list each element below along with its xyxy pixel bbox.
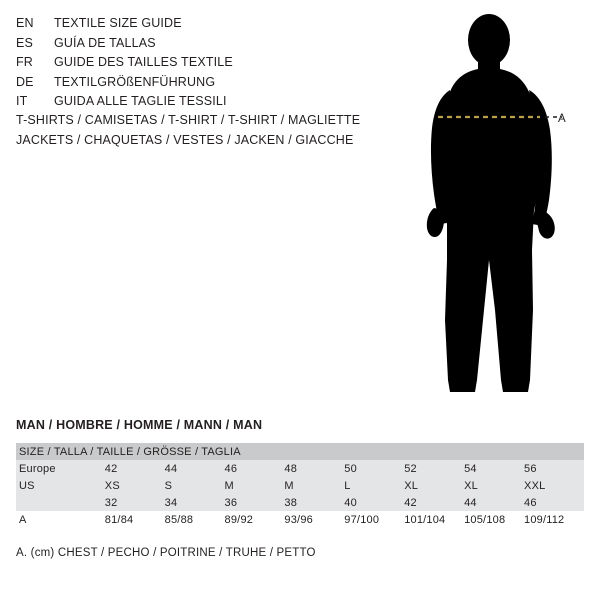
language-code: FR	[16, 55, 33, 69]
language-code: ES	[16, 35, 33, 50]
row-label-blank	[16, 494, 105, 511]
cell: M	[225, 477, 285, 494]
cell: 56	[524, 460, 584, 477]
language-row	[16, 73, 376, 93]
language-code: EN	[16, 16, 34, 30]
cell: 46	[524, 494, 584, 511]
category-jackets: JACKETS / CHAQUETAS / VESTES / JACKEN / GIACCHE	[16, 132, 354, 147]
cell: 32	[105, 494, 165, 511]
language-text: TEXTILE SIZE GUIDE	[54, 16, 182, 30]
silhouette-icon	[400, 10, 595, 410]
table-header-row	[16, 443, 584, 460]
language-text: GUIDA ALLE TAGLIE TESSILI	[54, 94, 227, 108]
cell: 44	[165, 460, 225, 477]
chest-measure-label: A	[558, 113, 567, 125]
row-label-a: A	[16, 511, 105, 528]
cell: 42	[404, 494, 464, 511]
row-label-us: US	[16, 477, 105, 494]
table-row	[16, 460, 584, 477]
language-text: TEXTILGRÖßENFÜHRUNG	[54, 74, 216, 89]
cell: 40	[344, 494, 404, 511]
language-row	[16, 53, 376, 73]
cell: 52	[404, 460, 464, 477]
table-row	[16, 477, 584, 494]
language-code: IT	[16, 94, 28, 108]
cell: 85/88	[165, 511, 225, 528]
language-row	[16, 34, 376, 54]
cell: 105/108	[464, 511, 524, 528]
cell: 42	[105, 460, 165, 477]
category-block	[16, 111, 396, 150]
table-group-title: MAN / HOMBRE / HOMME / MANN / MAN	[16, 418, 263, 432]
cell: 38	[284, 494, 344, 511]
cell: 81/84	[105, 511, 165, 528]
cell: 93/96	[284, 511, 344, 528]
cell: XXL	[524, 477, 584, 494]
cell: 34	[165, 494, 225, 511]
cell: 48	[284, 460, 344, 477]
category-tshirts: T-SHIRTS / CAMISETAS / T-SHIRT / T-SHIRT / MAGLIETTE	[16, 113, 361, 127]
male-silhouette-figure	[400, 10, 595, 410]
cell: 101/104	[404, 511, 464, 528]
table-header-label: SIZE / TALLA / TAILLE / GRÖSSE / TAGLIA	[16, 443, 584, 460]
cell: M	[284, 477, 344, 494]
footnote: A. (cm) CHEST / PECHO / POITRINE / TRUHE / PETTO	[16, 547, 316, 559]
language-code: DE	[16, 74, 34, 89]
cell: 109/112	[524, 511, 584, 528]
size-table	[16, 443, 584, 528]
cell: XL	[404, 477, 464, 494]
cell: 50	[344, 460, 404, 477]
cell: 46	[225, 460, 285, 477]
language-guide-block	[16, 14, 376, 112]
cell: 44	[464, 494, 524, 511]
cell: XL	[464, 477, 524, 494]
table-row	[16, 494, 584, 511]
language-text: GUÍA DE TALLAS	[54, 35, 156, 50]
cell: 36	[225, 494, 285, 511]
cell: L	[344, 477, 404, 494]
language-row	[16, 92, 376, 112]
cell: 54	[464, 460, 524, 477]
cell: 89/92	[225, 511, 285, 528]
row-label-europe: Europe	[16, 460, 105, 477]
language-row	[16, 14, 376, 34]
cell: XS	[105, 477, 165, 494]
cell: 97/100	[344, 511, 404, 528]
language-text: GUIDE DES TAILLES TEXTILE	[54, 55, 233, 69]
cell: S	[165, 477, 225, 494]
table-row	[16, 511, 584, 528]
